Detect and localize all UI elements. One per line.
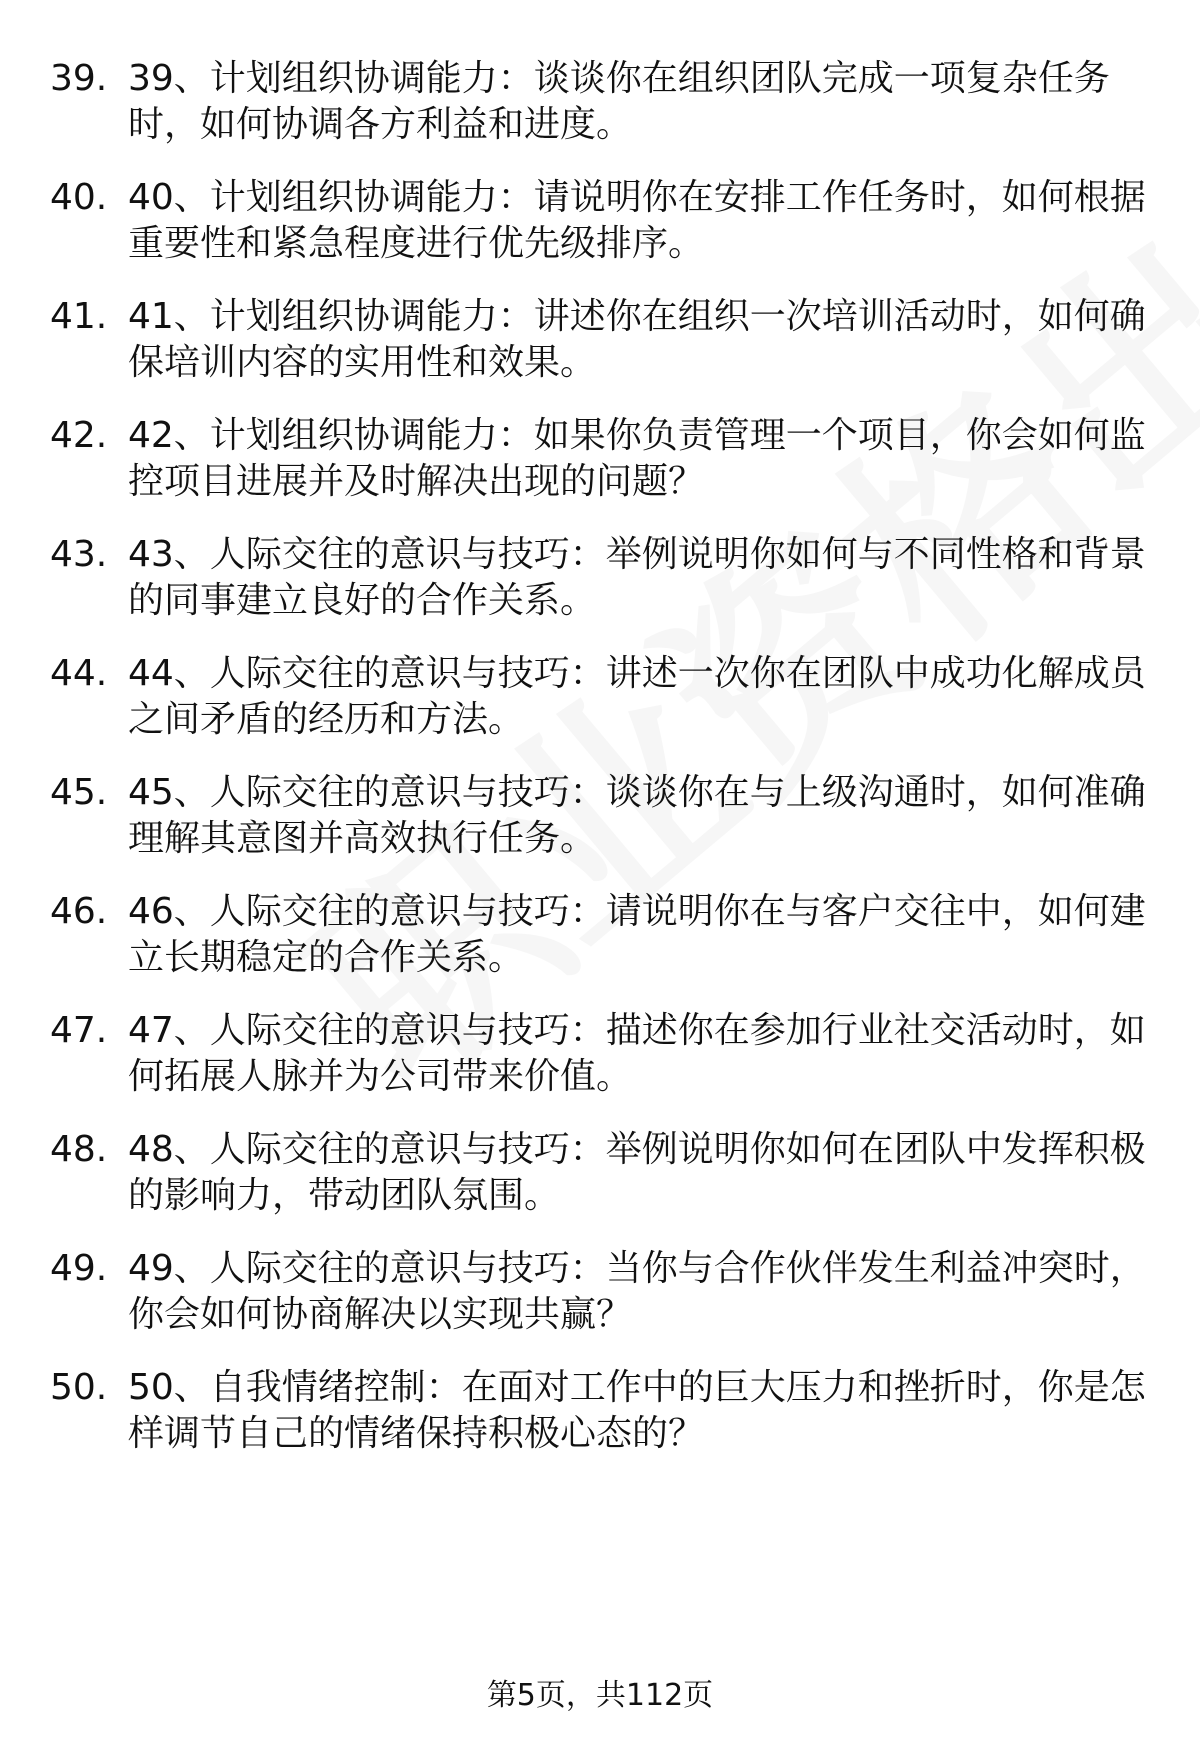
item-number: 50. xyxy=(50,1367,108,1408)
list-item xyxy=(0,532,1200,642)
item-number: 47. xyxy=(50,1010,108,1051)
list-item xyxy=(0,294,1200,404)
page-footer: 第5页，共112页 xyxy=(486,1678,714,1713)
item-number: 48. xyxy=(50,1129,108,1170)
item-text-line-1: 42、计划组织协调能力：如果你负责管理一个项目，你会如何监 xyxy=(128,415,1146,456)
item-number: 42. xyxy=(50,415,108,456)
list-item xyxy=(0,56,1200,166)
item-text-line-2: 何拓展人脉并为公司带来价值。 xyxy=(128,1056,633,1097)
item-number: 45. xyxy=(50,772,108,813)
item-text-line-2: 保培训内容的实用性和效果。 xyxy=(128,342,597,383)
item-text-line-1: 40、计划组织协调能力：请说明你在安排工作任务时，如何根据 xyxy=(128,177,1146,218)
item-text-line-1: 44、人际交往的意识与技巧：讲述一次你在团队中成功化解成员 xyxy=(128,653,1146,694)
item-text-line-1: 46、人际交往的意识与技巧：请说明你在与客户交往中，如何建 xyxy=(128,891,1146,932)
item-number: 49. xyxy=(50,1248,108,1289)
list-item xyxy=(0,1008,1200,1118)
item-text-line-2: 样调节自己的情绪保持积极心态的？ xyxy=(128,1413,705,1454)
item-text-line-1: 39、计划组织协调能力：谈谈你在组织团队完成一项复杂任务 xyxy=(128,58,1110,99)
item-text-line-2: 的影响力，带动团队氛围。 xyxy=(128,1175,561,1216)
list-item xyxy=(0,651,1200,761)
item-number: 39. xyxy=(50,58,108,99)
item-number: 43. xyxy=(50,534,108,575)
item-text-line-2: 之间矛盾的经历和方法。 xyxy=(128,699,525,740)
item-text-line-1: 41、计划组织协调能力：讲述你在组织一次培训活动时，如何确 xyxy=(128,296,1146,337)
list-item xyxy=(0,1246,1200,1356)
item-text-line-2: 你会如何协商解决以实现共赢？ xyxy=(128,1294,633,1335)
item-number: 46. xyxy=(50,891,108,932)
list-item xyxy=(0,1127,1200,1237)
item-text-line-1: 49、人际交往的意识与技巧：当你与合作伙伴发生利益冲突时， xyxy=(128,1248,1146,1289)
item-number: 44. xyxy=(50,653,108,694)
item-text-line-2: 理解其意图并高效执行任务。 xyxy=(128,818,597,859)
item-text-line-2: 时，如何协调各方利益和进度。 xyxy=(128,104,633,145)
item-text-line-1: 50、自我情绪控制：在面对工作中的巨大压力和挫折时，你是怎 xyxy=(128,1367,1146,1408)
item-text-line-2: 的同事建立良好的合作关系。 xyxy=(128,580,597,621)
list-item xyxy=(0,889,1200,999)
list-item xyxy=(0,175,1200,285)
item-text-line-1: 45、人际交往的意识与技巧：谈谈你在与上级沟通时，如何准确 xyxy=(128,772,1146,813)
item-number: 40. xyxy=(50,177,108,218)
item-number: 41. xyxy=(50,296,108,337)
list-item xyxy=(0,1365,1200,1475)
item-text-line-1: 47、人际交往的意识与技巧：描述你在参加行业社交活动时，如 xyxy=(128,1010,1146,1051)
item-text-line-1: 43、人际交往的意识与技巧：举例说明你如何与不同性格和背景 xyxy=(128,534,1146,575)
item-text-line-2: 立长期稳定的合作关系。 xyxy=(128,937,525,978)
item-text-line-2: 重要性和紧急程度进行优先级排序。 xyxy=(128,223,705,264)
item-text-line-1: 48、人际交往的意识与技巧：举例说明你如何在团队中发挥积极 xyxy=(128,1129,1146,1170)
list-item xyxy=(0,770,1200,880)
item-text-line-2: 控项目进展并及时解决出现的问题？ xyxy=(128,461,705,502)
list-item xyxy=(0,413,1200,523)
